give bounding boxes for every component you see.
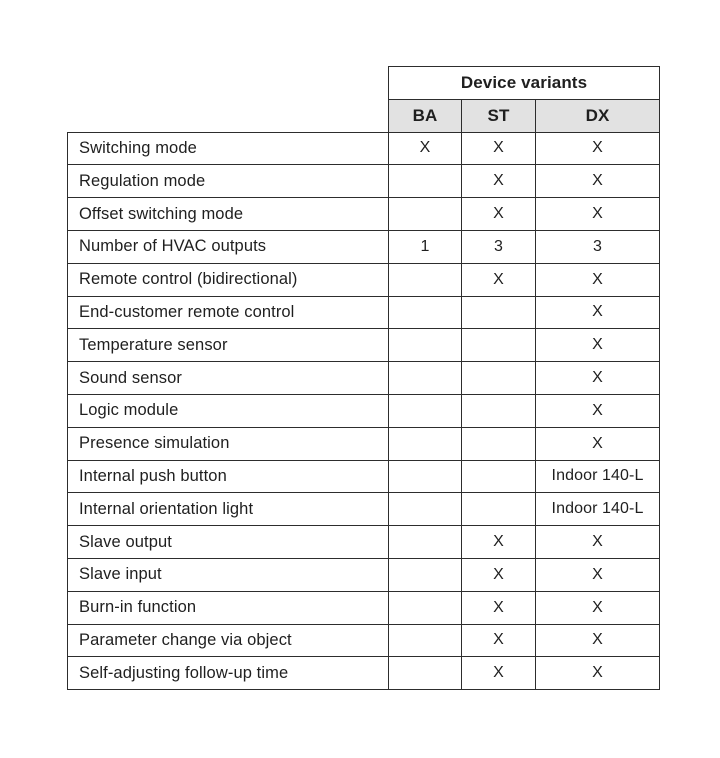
ba-value (389, 591, 462, 624)
header-spacer-cell (68, 99, 389, 132)
feature-label: Temperature sensor (68, 329, 389, 362)
table-row (68, 165, 660, 198)
ba-value (389, 427, 462, 460)
column-header-ba: BA (389, 99, 462, 132)
feature-label: Internal push button (68, 460, 389, 493)
table-row (68, 624, 660, 657)
ba-value (389, 362, 462, 395)
ba-value (389, 526, 462, 559)
ba-value: X (389, 132, 462, 165)
ba-value (389, 460, 462, 493)
feature-label: Remote control (bidirectional) (68, 263, 389, 296)
st-value (462, 460, 536, 493)
st-value: X (462, 591, 536, 624)
column-header-row (68, 99, 660, 132)
st-value (462, 296, 536, 329)
ba-value (389, 198, 462, 231)
st-value: X (462, 558, 536, 591)
table-row (68, 657, 660, 690)
table-row (68, 526, 660, 559)
dx-value: X (536, 263, 660, 296)
table-row (68, 329, 660, 362)
feature-label: Presence simulation (68, 427, 389, 460)
dx-value: Indoor 140-L (536, 460, 660, 493)
dx-value: X (536, 296, 660, 329)
dx-value: X (536, 427, 660, 460)
feature-label: Switching mode (68, 132, 389, 165)
table-row (68, 591, 660, 624)
dx-value: X (536, 657, 660, 690)
st-value: X (462, 165, 536, 198)
ba-value (389, 329, 462, 362)
ba-value (389, 558, 462, 591)
table-row (68, 493, 660, 526)
st-value: X (462, 263, 536, 296)
feature-label: Parameter change via object (68, 624, 389, 657)
feature-label: Self-adjusting follow-up time (68, 657, 389, 690)
dx-value: X (536, 132, 660, 165)
dx-value: X (536, 624, 660, 657)
feature-label: Slave input (68, 558, 389, 591)
ba-value (389, 296, 462, 329)
dx-value: X (536, 558, 660, 591)
dx-value: X (536, 329, 660, 362)
column-header-dx: DX (536, 99, 660, 132)
ba-value (389, 657, 462, 690)
table-row (68, 558, 660, 591)
table-row (68, 427, 660, 460)
table-row (68, 230, 660, 263)
ba-value (389, 165, 462, 198)
dx-value: X (536, 591, 660, 624)
st-value: X (462, 198, 536, 231)
feature-label: Slave output (68, 526, 389, 559)
feature-label: Internal orientation light (68, 493, 389, 526)
feature-label: Regulation mode (68, 165, 389, 198)
header-spacer-cell (68, 67, 389, 100)
st-value (462, 427, 536, 460)
column-header-st: ST (462, 99, 536, 132)
ba-value: 1 (389, 230, 462, 263)
device-variants-table (67, 66, 660, 690)
table-row (68, 296, 660, 329)
table-row (68, 132, 660, 165)
table-row (68, 362, 660, 395)
dx-value: X (536, 198, 660, 231)
st-value: X (462, 526, 536, 559)
feature-label: Sound sensor (68, 362, 389, 395)
table-title-row (68, 67, 660, 100)
st-value: X (462, 132, 536, 165)
dx-value: X (536, 165, 660, 198)
table-row (68, 460, 660, 493)
feature-label: End-customer remote control (68, 296, 389, 329)
st-value (462, 329, 536, 362)
st-value (462, 362, 536, 395)
dx-value: 3 (536, 230, 660, 263)
dx-value: X (536, 526, 660, 559)
st-value (462, 394, 536, 427)
ba-value (389, 624, 462, 657)
table-row (68, 198, 660, 231)
feature-label: Number of HVAC outputs (68, 230, 389, 263)
dx-value: X (536, 394, 660, 427)
table-row (68, 394, 660, 427)
ba-value (389, 394, 462, 427)
ba-value (389, 493, 462, 526)
dx-value: X (536, 362, 660, 395)
st-value: X (462, 624, 536, 657)
feature-label: Logic module (68, 394, 389, 427)
table-title: Device variants (389, 67, 660, 100)
ba-value (389, 263, 462, 296)
st-value (462, 493, 536, 526)
feature-label: Burn-in function (68, 591, 389, 624)
table-row (68, 263, 660, 296)
dx-value: Indoor 140-L (536, 493, 660, 526)
feature-label: Offset switching mode (68, 198, 389, 231)
st-value: 3 (462, 230, 536, 263)
st-value: X (462, 657, 536, 690)
